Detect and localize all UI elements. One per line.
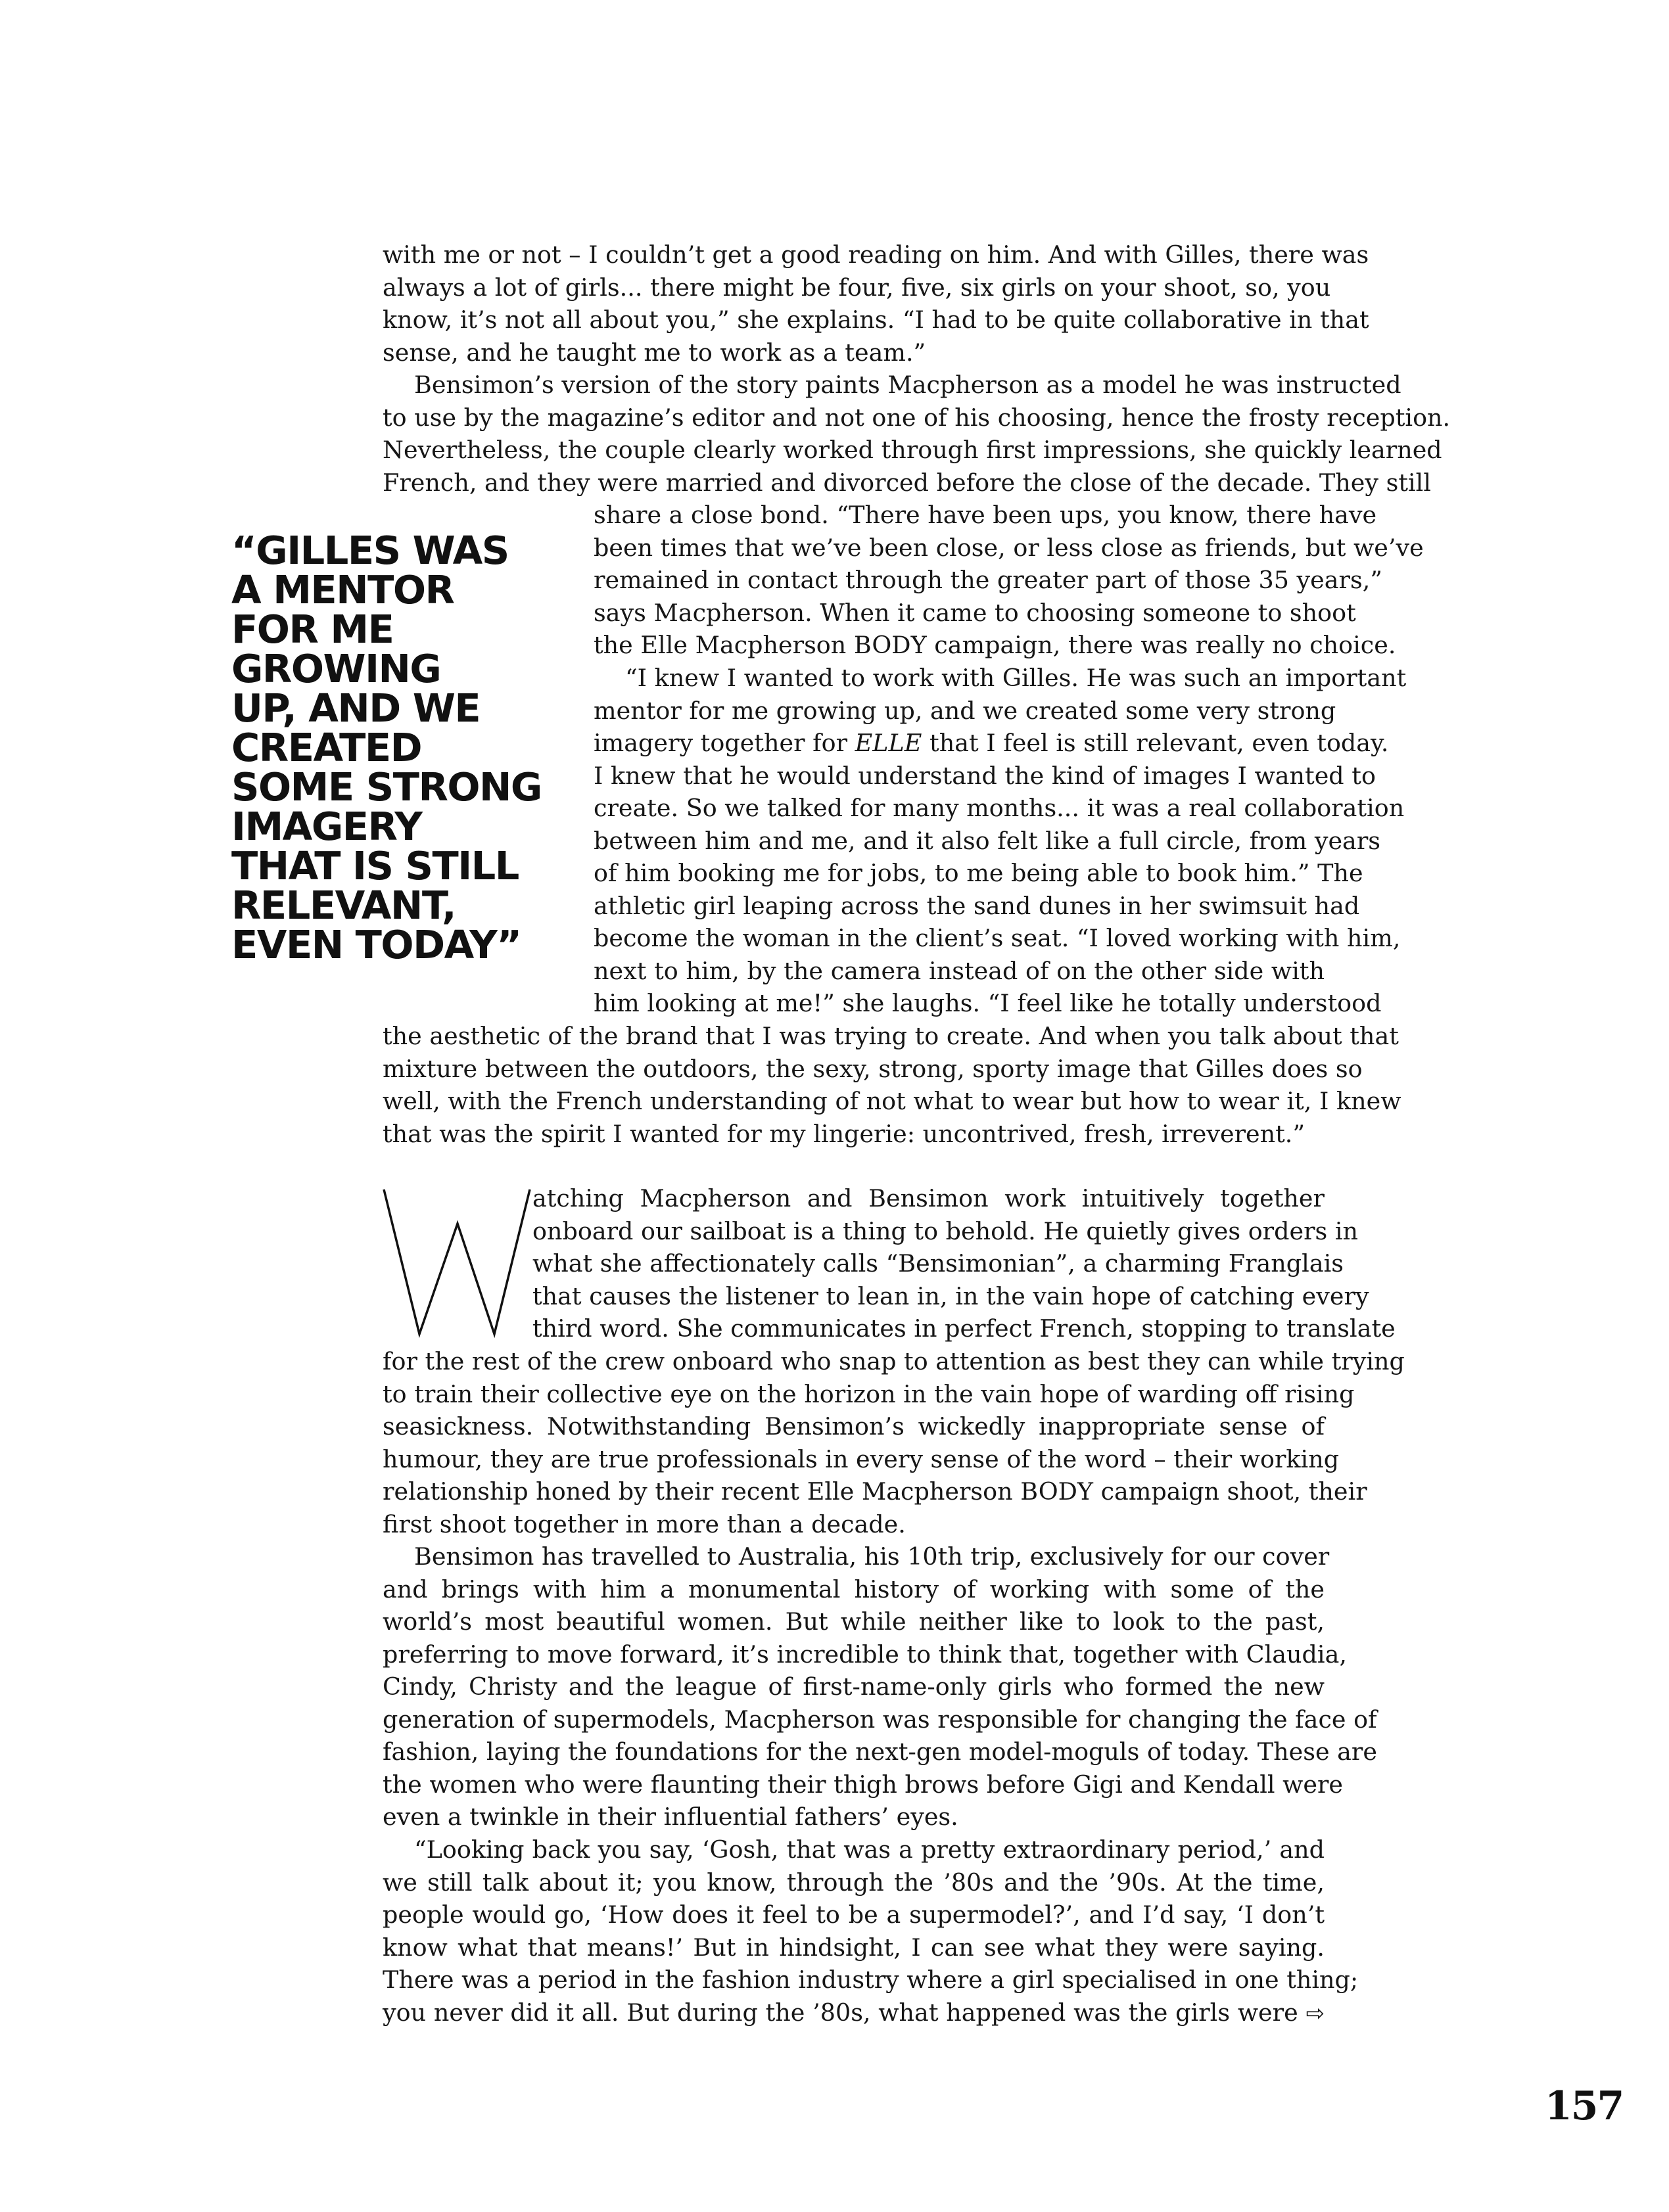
- pull-quote-line: CREATED: [231, 725, 422, 770]
- text-line: know, it’s not all about you,” she explains. “I had to be quite collaborative in that: [383, 306, 1369, 334]
- paragraph-dropcap-start: [532, 1182, 1396, 1345]
- text-line: the women who were flaunting their thigh brows before Gigi and Kendall were: [383, 1770, 1344, 1799]
- text-line: the aesthetic of the brand that I was trying to create. And when you talk about that: [383, 1022, 1399, 1050]
- paragraph-knew-gilles: [594, 662, 1407, 1020]
- text-line: mixture between the outdoors, the sexy, strong, sporty image that Gilles does so: [383, 1054, 1363, 1083]
- text-line: even a twinkle in their influential fathers’ eyes.: [383, 1803, 958, 1831]
- pull-quote-line: IMAGERY: [231, 804, 422, 849]
- continue-arrow-icon: ⇨: [1305, 2000, 1325, 2027]
- text-line: relationship honed by their recent Elle Macpherson BODY campaign shoot, their: [383, 1477, 1367, 1506]
- text-line: been times that we’ve been close, or less close as friends, but we’ve: [594, 533, 1424, 562]
- text-line: to train their collective eye on the horizon in the vain hope of warding off rising: [383, 1379, 1355, 1408]
- text-line: to use by the magazine’s editor and not one of his choosing, hence the frosty reception.: [383, 403, 1451, 432]
- text-line: what she affectionately calls “Bensimonian”, a charming Franglais: [532, 1249, 1344, 1278]
- pull-quote-line: FOR ME: [231, 607, 394, 652]
- text-line: atching Macpherson and Bensimon work intuitively together: [532, 1184, 1325, 1212]
- text-line: the Elle Macpherson BODY campaign, there was really no choice.: [594, 631, 1396, 659]
- text-line: for the rest of the crew onboard who snap to attention as best they can while trying: [383, 1347, 1405, 1375]
- pull-quote-line: THAT IS STILL: [231, 843, 519, 888]
- text-line: fashion, laying the foundations for the next-gen model-moguls of today. These are: [383, 1738, 1377, 1766]
- magazine-title-italic: ELLE: [855, 729, 922, 757]
- text-segment: you never did it all. But during the ’80s, what happened was the girls were: [383, 1998, 1298, 2027]
- text-line: of him booking me for jobs, to me being able to book him.” The: [594, 859, 1363, 887]
- text-line: him looking at me!” she laughs. “I feel like he totally understood: [594, 989, 1382, 1017]
- text-line: between him and me, and it also felt like a full circle, from years: [594, 826, 1380, 855]
- pull-quote-line: RELEVANT,: [231, 883, 456, 928]
- dropcap-w-glyph: [380, 1184, 544, 1341]
- text-line: says Macpherson. When it came to choosing someone to shoot: [594, 598, 1356, 627]
- text-line: mentor for me growing up, and we created some very strong: [594, 696, 1336, 725]
- text-line: next to him, by the camera instead of on the other side with: [594, 956, 1325, 985]
- text-line: “Looking back you say, ‘Gosh, that was a pretty extraordinary period,’ and: [414, 1835, 1325, 1864]
- text-line: seasickness. Notwithstanding Bensimon’s wickedly inappropriate sense of: [383, 1412, 1325, 1440]
- text-line: [594, 727, 1389, 760]
- text-line: Bensimon’s version of the story paints Macpherson as a model he was instructed: [414, 371, 1401, 399]
- pull-quote-line: UP, AND WE: [231, 685, 481, 731]
- text-line: I knew that he would understand the kind of images I wanted to: [594, 761, 1376, 790]
- paragraph-looking-back: [383, 1833, 1359, 2030]
- text-line: world’s most beautiful women. But while neither like to look to the past,: [383, 1607, 1325, 1636]
- paragraph-knew-gilles-cont: [383, 1020, 1401, 1150]
- text-line: we still talk about it; you know, through the ’80s and the ’90s. At the time,: [383, 1868, 1325, 1897]
- text-line: sense, and he taught me to work as a team.”: [383, 338, 926, 367]
- text-line: onboard our sailboat is a thing to behold. He quietly gives orders in: [532, 1216, 1359, 1245]
- page-number: 157: [1545, 2083, 1624, 2129]
- text-line: [383, 1996, 1325, 2031]
- text-line: generation of supermodels, Macpherson was responsible for changing the face of: [383, 1705, 1377, 1734]
- text-segment: imagery together for: [594, 729, 855, 757]
- text-line: Nevertheless, the couple clearly worked through first impressions, she quickly learned: [383, 436, 1442, 464]
- text-line: become the woman in the client’s seat. “I loved working with him,: [594, 924, 1401, 952]
- pull-quote-line: SOME STRONG: [231, 764, 542, 810]
- text-line: create. So we talked for many months... it was a real collaboration: [594, 794, 1405, 822]
- text-line: and brings with him a monumental history of working with some of the: [383, 1575, 1325, 1603]
- text-line: third word. She communicates in perfect French, stopping to translate: [532, 1314, 1396, 1343]
- paragraph-dropcap-cont: [383, 1345, 1405, 1540]
- text-line: Cindy, Christy and the league of first-name-only girls who formed the new: [383, 1672, 1325, 1701]
- text-line: first shoot together in more than a decade.: [383, 1509, 906, 1538]
- pull-quote: [231, 528, 573, 967]
- text-line: “I knew I wanted to work with Gilles. He was such an important: [625, 664, 1407, 692]
- paragraph-bensimon-version: [383, 369, 1451, 499]
- text-line: remained in contact through the greater part of those 35 years,”: [594, 566, 1382, 594]
- text-line: French, and they were married and divorced before the close of the decade. They still: [383, 468, 1432, 497]
- text-segment: that I feel is still relevant, even today.: [922, 729, 1389, 757]
- pull-quote-line: “GILLES WAS: [231, 528, 509, 573]
- text-line: people would go, ‘How does it feel to be a supermodel?’, and I’d say, ‘I don’t: [383, 1901, 1325, 1929]
- text-line: that causes the listener to lean in, in the vain hope of catching every: [532, 1281, 1369, 1310]
- text-line: preferring to move forward, it’s incredible to think that, together with Claudia,: [383, 1640, 1347, 1669]
- paragraph-australia: [383, 1540, 1377, 1833]
- text-line: There was a period in the fashion industry where a girl specialised in one thing;: [383, 1966, 1359, 1994]
- text-line: always a lot of girls... there might be four, five, six girls on your shoot, so, you: [383, 273, 1331, 302]
- text-line: athletic girl leaping across the sand dunes in her swimsuit had: [594, 891, 1360, 920]
- pull-quote-line: EVEN TODAY”: [231, 922, 521, 967]
- dropcap-letter: [380, 1184, 544, 1341]
- paragraph-continued: [383, 239, 1369, 369]
- text-line: Bensimon has travelled to Australia, his 10th trip, exclusively for our cover: [414, 1542, 1330, 1571]
- text-line: well, with the French understanding of not what to wear but how to wear it, I knew: [383, 1087, 1401, 1115]
- pull-quote-line: GROWING: [231, 646, 441, 691]
- text-line: with me or not – I couldn’t get a good reading on him. And with Gilles, there was: [383, 241, 1369, 269]
- text-line: that was the spirit I wanted for my lingerie: uncontrived, fresh, irreverent.”: [383, 1119, 1305, 1148]
- text-line: know what that means!’ But in hindsight, I can see what they were saying.: [383, 1933, 1325, 1962]
- text-line: share a close bond. “There have been ups, you know, there have: [594, 501, 1377, 529]
- pull-quote-line: A MENTOR: [231, 567, 454, 612]
- paragraph-bensimon-version-cont: [594, 499, 1424, 662]
- text-line: humour, they are true professionals in every sense of the word – their working: [383, 1444, 1340, 1473]
